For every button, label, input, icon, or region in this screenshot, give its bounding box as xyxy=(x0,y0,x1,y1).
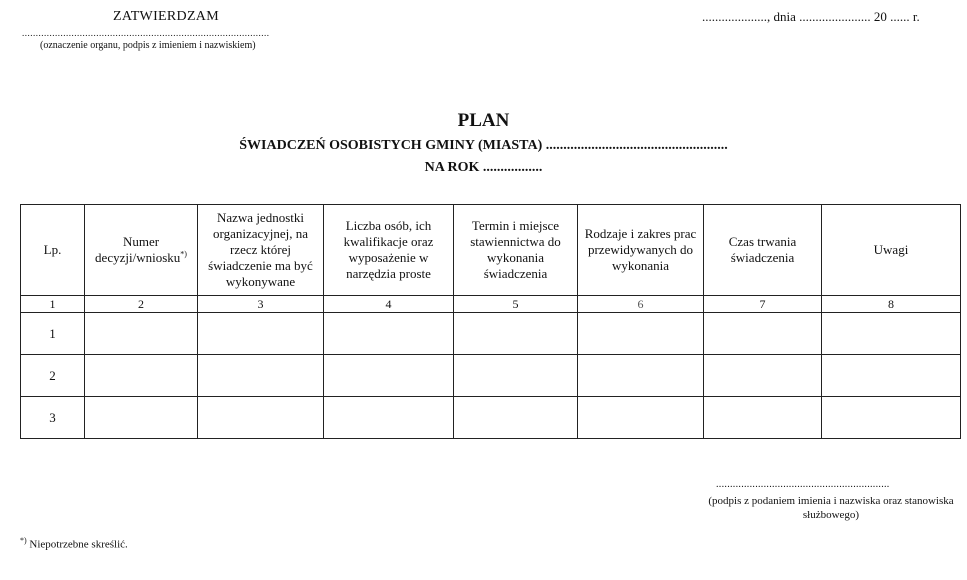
approval-signature-line: .......................................................................................... xyxy=(22,28,270,38)
column-number: 7 xyxy=(704,296,822,313)
document-title: PLAN xyxy=(457,110,510,131)
column-number: 6 xyxy=(578,296,704,313)
signature-caption: (podpis z podaniem imienia i nazwiska oraz stanowiska służbowego) xyxy=(708,495,954,521)
plan-table xyxy=(20,204,961,439)
column-number: 3 xyxy=(198,296,324,313)
table-cell[interactable] xyxy=(704,313,822,355)
column-number: 4 xyxy=(324,296,454,313)
table-row xyxy=(21,313,961,355)
column-number: 1 xyxy=(21,296,85,313)
table-cell[interactable] xyxy=(85,355,198,397)
table-header-row xyxy=(21,205,961,296)
header-cell: Czas trwania świadczenia xyxy=(704,205,822,296)
table-cell[interactable] xyxy=(578,355,704,397)
header-cell: Liczba osób, ich kwalifikacje oraz wyposażenie w narzędzia proste xyxy=(324,205,454,296)
table-cell[interactable] xyxy=(324,355,454,397)
row-number: 3 xyxy=(21,397,85,439)
footnote-text: Niepotrzebne skreślić. xyxy=(29,538,128,551)
table-cell[interactable] xyxy=(704,355,822,397)
table-cell[interactable] xyxy=(85,397,198,439)
table-cell[interactable] xyxy=(704,397,822,439)
row-number: 1 xyxy=(21,313,85,355)
footnote xyxy=(20,536,128,551)
footnote-marker: *) xyxy=(180,249,187,259)
table-cell[interactable] xyxy=(822,313,961,355)
table-cell[interactable] xyxy=(822,397,961,439)
header-cell: Numer decyzji/wniosku*) xyxy=(85,205,198,296)
column-number-row xyxy=(21,296,961,313)
table-row xyxy=(21,397,961,439)
table-cell[interactable] xyxy=(578,397,704,439)
header-cell: Lp. xyxy=(21,205,85,296)
document-subtitle: ŚWIADCZEŃ OSOBISTYCH GMINY (MIASTA) .................................................... xyxy=(239,138,728,153)
header-cell: Termin i miejsce stawiennictwa do wykonania świadczenia xyxy=(454,205,578,296)
row-number: 2 xyxy=(21,355,85,397)
header-cell: Uwagi xyxy=(822,205,961,296)
table-cell[interactable] xyxy=(578,313,704,355)
table-cell[interactable] xyxy=(454,313,578,355)
table-cell[interactable] xyxy=(324,397,454,439)
document-year-line: NA ROK ................. xyxy=(424,160,543,175)
table-cell[interactable] xyxy=(822,355,961,397)
table-cell[interactable] xyxy=(454,397,578,439)
table-cell[interactable] xyxy=(198,355,324,397)
table-cell[interactable] xyxy=(324,313,454,355)
table-cell[interactable] xyxy=(198,397,324,439)
column-number: 2 xyxy=(85,296,198,313)
column-number: 8 xyxy=(822,296,961,313)
table-cell[interactable] xyxy=(85,313,198,355)
approval-title: ZATWIERDZAM xyxy=(113,9,219,24)
table-cell[interactable] xyxy=(198,313,324,355)
table-cell[interactable] xyxy=(454,355,578,397)
approval-caption: (oznaczenie organu, podpis z imieniem i nazwiskiem) xyxy=(40,40,256,51)
column-number: 5 xyxy=(454,296,578,313)
signature-line: .............................................................. xyxy=(716,479,890,490)
date-line: ...................., dnia ...................... 20 ...... r. xyxy=(702,9,920,24)
table-row xyxy=(21,355,961,397)
header-cell: Rodzaje i zakres prac przewidywanych do wykonania xyxy=(578,205,704,296)
header-cell: Nazwa jednostki organizacyjnej, na rzecz której świadczenie ma być wykonywane xyxy=(198,205,324,296)
footnote-marker: *) xyxy=(20,536,27,545)
